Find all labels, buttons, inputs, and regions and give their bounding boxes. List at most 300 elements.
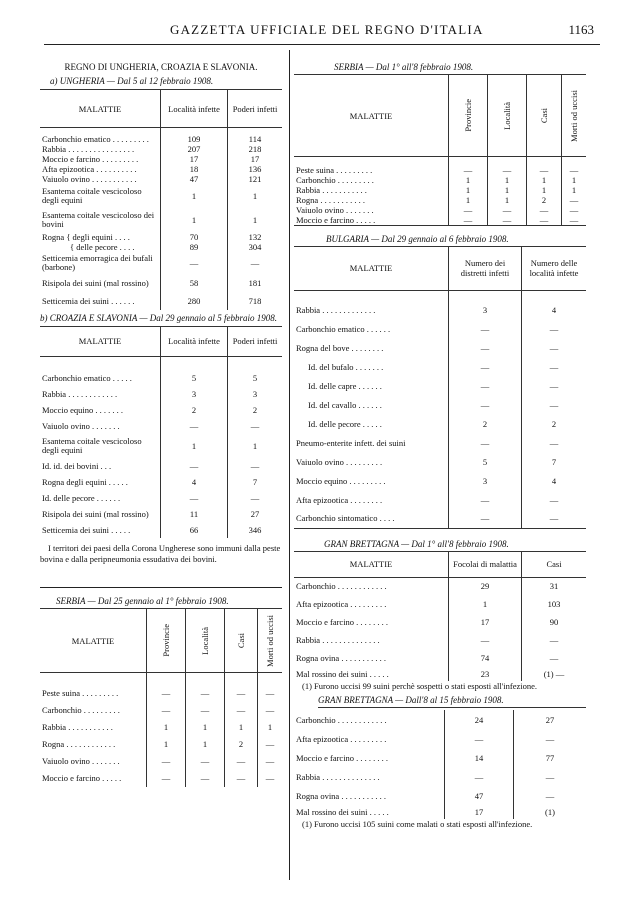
table-cell: — (449, 215, 488, 226)
col-header: Poderi infetti (228, 326, 283, 356)
table-cell: — (569, 164, 579, 175)
table-row (294, 185, 586, 195)
table-cell: Setticemia dei suini . . . . . . (40, 292, 161, 310)
table-cell: 5 (252, 373, 258, 383)
table-cell: 1 (252, 441, 258, 451)
table-cell: 718 (248, 295, 262, 306)
table-cell: Id. delle pecore . . . . . (294, 414, 449, 433)
table-cell: Carbonchio ematico . . . . . . . . . (40, 134, 161, 144)
col-header: Morti od uccisi (258, 609, 283, 673)
table-cell: — (549, 437, 559, 448)
table-row (294, 613, 586, 631)
hungary-table (40, 89, 282, 310)
table-cell: (1) — (543, 669, 565, 679)
col-header: Provincie (147, 609, 186, 673)
croatia-table (40, 326, 282, 539)
table-row (294, 490, 586, 509)
table-cell: Id. del bufalo . . . . . . . (294, 357, 449, 376)
table-cell (147, 673, 186, 685)
table-cell: — (225, 685, 258, 702)
table-cell: — (147, 685, 186, 702)
table-cell: 90 (549, 617, 559, 627)
table-row (294, 215, 586, 226)
table-cell: — (545, 790, 555, 801)
table-row (294, 319, 586, 338)
table-cell: 2 (551, 418, 557, 429)
table-row (40, 434, 282, 458)
table-cell: Rabbia . . . . . . . . . . . (40, 719, 147, 736)
table-cell: 14 (445, 748, 514, 767)
table-cell: 304 (248, 241, 262, 252)
table-cell: 47 (161, 174, 228, 184)
table-cell: Vaiuolo ovino . . . . . . . (294, 205, 449, 215)
table-cell: Rogna degli equini . . . . . (40, 474, 161, 490)
table-row (294, 710, 586, 729)
table-cell: Carbonchio ematico . . . . . (40, 370, 161, 386)
table-row (294, 748, 586, 767)
col-header: Focolai di malattia (449, 551, 522, 577)
table-cell: — (147, 702, 186, 719)
table-cell: — (265, 756, 275, 766)
table-cell (258, 673, 283, 685)
serbia-left-table (40, 608, 282, 787)
table-cell: 1 (161, 184, 228, 208)
table-cell: 66 (161, 522, 228, 538)
table-cell: — (527, 215, 562, 226)
table-cell: 7 (551, 456, 557, 467)
table-cell: — (449, 395, 522, 414)
table-cell: — (449, 205, 488, 215)
table-cell: Rabbia . . . . . . . . . . . (294, 185, 449, 195)
table-row (294, 595, 586, 613)
table-cell: — (549, 361, 559, 372)
table-cell: — (265, 688, 275, 698)
table-cell: — (161, 458, 228, 474)
table-cell: Carbonchio sintomatico . . . . (294, 509, 449, 528)
table-cell: Id. id. dei bovini . . . (40, 458, 161, 474)
hungary-subtitle: a) UNGHERIA — Dal 5 al 12 febbraio 1908. (50, 76, 214, 86)
table-row (40, 685, 282, 702)
table-row (294, 175, 586, 185)
table-cell: Afta epizootica . . . . . . . . . (294, 595, 449, 613)
table-cell: 121 (248, 173, 262, 184)
table-cell (527, 157, 562, 165)
table-row (294, 577, 586, 595)
table-cell: — (445, 767, 514, 786)
table-cell: 23 (449, 667, 522, 681)
table-cell: 58 (161, 274, 228, 292)
table-cell: Afta epizootica . . . . . . . . . (294, 729, 445, 748)
table-cell: Afta epizootica . . . . . . . . . . (40, 164, 161, 174)
table-row (40, 770, 282, 787)
table-row (40, 154, 282, 164)
table-cell: 5 (161, 370, 228, 386)
table-cell: Carbonchio . . . . . . . . . (40, 702, 147, 719)
table-cell: 70 (161, 232, 228, 242)
table-row (40, 252, 282, 274)
page-number: 1163 (568, 22, 594, 37)
table-row (294, 338, 586, 357)
col-header: Casi (225, 609, 258, 673)
gb2-subtitle: GRAN BRETTAGNA — Dall'8 al 15 febbraio 1908. (318, 695, 586, 708)
table-cell (186, 673, 225, 685)
table-cell (294, 290, 449, 300)
table-row (40, 232, 282, 242)
table-cell: — (449, 509, 522, 528)
table-cell: Risipola dei suini (mal rossino) (40, 506, 161, 522)
table-cell: 1 (252, 190, 258, 201)
table-cell: Moccio e farcino . . . . . (294, 215, 449, 226)
table-cell: 2 (225, 736, 258, 753)
table-cell: 1 (267, 722, 273, 732)
table-cell: — (449, 490, 522, 509)
col-header: Poderi infetti (228, 90, 283, 128)
table-cell: 1 (186, 719, 225, 736)
table-cell: 207 (161, 144, 228, 154)
table-row (294, 649, 586, 667)
table-cell: Carbonchio . . . . . . . . . (294, 175, 449, 185)
col-header: Numero delle località infette (522, 246, 587, 290)
header-rule (44, 44, 600, 45)
table-row (294, 414, 586, 433)
table-cell: 1 (252, 214, 258, 225)
table-cell: 1 (571, 174, 577, 185)
table-cell: — (527, 165, 562, 175)
table-cell: — (186, 753, 225, 770)
table-cell (40, 356, 161, 370)
table-cell: 1 (527, 185, 562, 195)
table-row (40, 134, 282, 144)
table-cell: Carbonchio . . . . . . . . . . . . (294, 710, 445, 729)
col-header: MALATTIE (294, 551, 449, 577)
table-cell: Carbonchio ematico . . . . . . (294, 319, 449, 338)
table-cell: Esantema coitale vescicoloso dei bovini (40, 208, 161, 232)
page-header (0, 22, 642, 42)
table-row (294, 433, 586, 452)
table-cell: Vaiuolo ovino . . . . . . . (40, 753, 147, 770)
table-cell: 17 (445, 805, 514, 819)
col-header: Casi (522, 551, 587, 577)
table-cell: 2 (449, 414, 522, 433)
table-cell: — (250, 493, 260, 503)
table-row (40, 370, 282, 386)
table-cell: 3 (449, 300, 522, 319)
table-cell: Rabbia . . . . . . . . . . . . . . (294, 631, 449, 649)
table-cell: Esantema coitale vescicoloso degli equini (40, 434, 161, 458)
table-cell: — (449, 433, 522, 452)
table-cell: 109 (161, 134, 228, 144)
section-rule (40, 587, 282, 588)
region-title: REGNO DI UNGHERIA, CROAZIA E SLAVONIA. (64, 62, 258, 72)
table-cell: — (488, 165, 527, 175)
table-row (40, 144, 282, 154)
right-column (294, 62, 586, 830)
table-cell: — (225, 702, 258, 719)
table-row (40, 490, 282, 506)
table-cell: 17 (250, 153, 260, 164)
table-cell: Peste suina . . . . . . . . . (40, 685, 147, 702)
table-cell: — (147, 753, 186, 770)
table-cell: — (549, 635, 559, 645)
table-cell: — (445, 729, 514, 748)
table-row (40, 719, 282, 736)
table-cell: Rogna . . . . . . . . . . . (294, 195, 449, 205)
col-header: Località infette (161, 326, 228, 356)
table-cell (488, 157, 527, 165)
table-cell: — (449, 631, 522, 649)
gb2-note: (1) Furono uccisi 105 suini come malati o stati esposti all'infezione. (302, 819, 533, 829)
col-header: Località (488, 75, 527, 157)
table-cell: Vaiuolo ovino . . . . . . . (40, 418, 161, 434)
table-cell: 1 (488, 195, 527, 205)
table-cell: — (449, 357, 522, 376)
table-cell: Moccio e farcino . . . . . . . . . (40, 154, 161, 164)
serbia-right-subtitle: SERBIA — Dal 1° all'8 febbraio 1908. (334, 62, 474, 72)
table-cell: 1 (488, 175, 527, 185)
table-cell: Rogna ovina . . . . . . . . . . . (294, 786, 445, 805)
table-cell: Moccio equino . . . . . . . (40, 402, 161, 418)
table-row (40, 386, 282, 402)
table-cell (161, 356, 228, 370)
table-cell: 27 (545, 714, 555, 725)
table-row (40, 184, 282, 208)
serbia-left-subtitle: SERBIA — Dal 25 gennaio al 1° febbraio 1908. (56, 596, 229, 606)
table-cell: 27 (250, 509, 260, 519)
table-row (294, 471, 586, 490)
table-row (294, 667, 586, 681)
table-cell: 47 (445, 786, 514, 805)
gb2-table (294, 710, 586, 819)
table-row (294, 805, 586, 819)
table-cell: 1 (225, 719, 258, 736)
table-cell: — (488, 205, 527, 215)
left-column (40, 62, 282, 787)
table-cell: — (549, 494, 559, 505)
table-cell: 1 (161, 208, 228, 232)
table-cell: — (545, 771, 555, 782)
table-row (294, 376, 586, 395)
table-cell: 2 (161, 402, 228, 418)
bulgaria-subtitle: BULGARIA — Dal 29 gennaio al 6 febbraio 1908. (326, 233, 509, 244)
table-cell: 29 (449, 577, 522, 595)
table-cell: Moccio e farcino . . . . . . . . (294, 613, 449, 631)
table-cell: — (549, 513, 559, 524)
table-row (40, 274, 282, 292)
table-cell (40, 673, 147, 685)
table-cell: — (225, 753, 258, 770)
table-cell: Vaiuolo ovino . . . . . . . . . . . (40, 174, 161, 184)
table-cell (228, 356, 283, 370)
table-row (294, 300, 586, 319)
table-cell: 11 (161, 506, 228, 522)
col-header: Casi (527, 75, 562, 157)
table-cell: 1 (571, 184, 577, 195)
table-cell (225, 673, 258, 685)
table-cell: 1 (449, 195, 488, 205)
table-cell: Vaiuolo ovino . . . . . . . . . (294, 452, 449, 471)
table-cell: 218 (248, 143, 262, 154)
table-cell: — (449, 376, 522, 395)
table-cell: 24 (445, 710, 514, 729)
bulgaria-table (294, 246, 586, 529)
table-row (294, 195, 586, 205)
table-cell: Esantema coitale vescicoloso degli equini (40, 184, 161, 208)
table-cell: — (488, 215, 527, 226)
table-cell: Rabbia . . . . . . . . . . . . . (294, 300, 449, 319)
gazette-title: GAZZETTA UFFICIALE DEL REGNO D'ITALIA (170, 22, 484, 37)
table-row (40, 164, 282, 174)
col-header: Morti od uccisi (562, 75, 587, 157)
table-cell: 7 (252, 477, 258, 487)
table-cell: Rogna { degli equini . . . . (40, 232, 161, 242)
table-cell: 77 (545, 752, 555, 763)
table-cell: 1 (449, 175, 488, 185)
table-cell: 3 (252, 389, 258, 399)
table-cell: 1 (147, 736, 186, 753)
table-cell: Rogna del bove . . . . . . . . (294, 338, 449, 357)
table-cell: Carbonchio . . . . . . . . . . . . (294, 577, 449, 595)
table-cell: 2 (527, 195, 562, 205)
table-row (294, 205, 586, 215)
table-cell: 1 (527, 175, 562, 185)
table-cell: Risipola dei suini (mal rossino) (40, 274, 161, 292)
table-cell: — (549, 342, 559, 353)
table-cell: — (549, 399, 559, 410)
table-row (40, 292, 282, 310)
table-cell: Rabbia . . . . . . . . . . . . . . . . (40, 144, 161, 154)
table-cell: 181 (248, 277, 262, 288)
table-cell: — (186, 685, 225, 702)
table-cell: — (186, 702, 225, 719)
table-cell: 114 (248, 133, 262, 144)
table-cell: 31 (549, 581, 559, 592)
table-cell: — (449, 338, 522, 357)
table-row (294, 631, 586, 649)
table-cell: 136 (248, 163, 262, 174)
table-cell: — (250, 421, 260, 431)
table-row (40, 474, 282, 490)
table-cell (449, 290, 522, 300)
table-row (294, 509, 586, 528)
table-cell: 17 (449, 613, 522, 631)
table-cell: — (265, 705, 275, 715)
table-row (40, 402, 282, 418)
table-cell: — (549, 380, 559, 391)
table-cell: Mal rossino dei suini . . . . . (294, 667, 449, 681)
table-cell: (1) (545, 807, 555, 817)
table-cell: — (527, 205, 562, 215)
table-cell: Moccio equino . . . . . . . . . (294, 471, 449, 490)
table-cell: — (545, 733, 555, 744)
table-cell: — (250, 461, 260, 471)
table-cell: 103 (547, 599, 561, 609)
col-header: MALATTIE (294, 246, 449, 290)
table-row (40, 753, 282, 770)
col-header: MALATTIE (40, 90, 161, 128)
table-cell: 1 (186, 736, 225, 753)
table-cell: 1 (449, 595, 522, 613)
table-cell: 132 (248, 231, 262, 242)
table-cell: { delle pecore . . . . (40, 242, 161, 252)
table-row (40, 208, 282, 232)
table-cell: — (161, 252, 228, 274)
table-cell: Id. del cavallo . . . . . . (294, 395, 449, 414)
table-cell (522, 290, 587, 300)
table-row (40, 702, 282, 719)
table-cell: — (161, 418, 228, 434)
gb1-note: (1) Furono uccisi 99 suini perchè sospetti o stati esposti all'infezione. (302, 681, 537, 691)
table-cell: Afta epizootica . . . . . . . . (294, 490, 449, 509)
col-header: MALATTIE (40, 609, 147, 673)
table-cell: 4 (551, 475, 557, 486)
table-cell: Rogna ovina . . . . . . . . . . . (294, 649, 449, 667)
table-row (294, 395, 586, 414)
table-cell: 74 (449, 649, 522, 667)
croatia-subtitle: b) CROAZIA E SLAVONIA — Dal 29 gennaio al 5 febbraio 1908. (40, 312, 277, 323)
table-cell: 18 (161, 164, 228, 174)
column-divider (289, 50, 290, 880)
serbia-right-table (294, 74, 586, 226)
gb1-table (294, 551, 586, 682)
table-cell: — (186, 770, 225, 787)
table-cell: — (161, 490, 228, 506)
table-row (294, 767, 586, 786)
table-cell: — (569, 214, 579, 225)
table-cell: Peste suina . . . . . . . . . (294, 165, 449, 175)
table-cell: 89 (161, 242, 228, 252)
table-cell (449, 157, 488, 165)
col-header: MALATTIE (294, 75, 449, 157)
table-row (40, 174, 282, 184)
table-cell: Rabbia . . . . . . . . . . . . (40, 386, 161, 402)
col-header: Numero dei distretti infetti (449, 246, 522, 290)
table-row (40, 506, 282, 522)
col-header: MALATTIE (40, 326, 161, 356)
table-cell: — (549, 323, 559, 334)
table-cell: Moccio e farcino . . . . . (40, 770, 147, 787)
table-cell: 1 (161, 434, 228, 458)
table-cell: Mal rossino dei suini . . . . . (294, 805, 445, 819)
table-cell: 280 (161, 292, 228, 310)
table-cell (562, 157, 587, 165)
table-cell: 3 (161, 386, 228, 402)
table-cell: Setticemia emorragica dei bufali (barbone) (40, 252, 161, 274)
table-cell: Setticemia dei suini . . . . . (40, 522, 161, 538)
table-cell: — (569, 204, 579, 215)
table-cell: Moccio e farcino . . . . . . . . (294, 748, 445, 767)
table-row (294, 357, 586, 376)
table-cell: 1 (147, 719, 186, 736)
table-cell: 5 (449, 452, 522, 471)
table-cell: 1 (488, 185, 527, 195)
table-cell: — (449, 319, 522, 338)
table-cell: — (225, 770, 258, 787)
table-cell: Id. delle pecore . . . . . . (40, 490, 161, 506)
gb1-subtitle: GRAN BRETTAGNA — Dal 1° all'8 febbraio 1908. (324, 538, 509, 549)
col-header: Provincie (449, 75, 488, 157)
table-cell: 17 (161, 154, 228, 164)
table-row (294, 165, 586, 175)
table-row (40, 418, 282, 434)
table-cell: — (250, 257, 260, 268)
table-cell: — (449, 165, 488, 175)
table-cell: — (265, 773, 275, 783)
table-row (40, 736, 282, 753)
table-cell: Pneumo-enterite infett. dei suini (294, 433, 449, 452)
table-row (40, 242, 282, 252)
table-row (294, 786, 586, 805)
table-cell: — (147, 770, 186, 787)
